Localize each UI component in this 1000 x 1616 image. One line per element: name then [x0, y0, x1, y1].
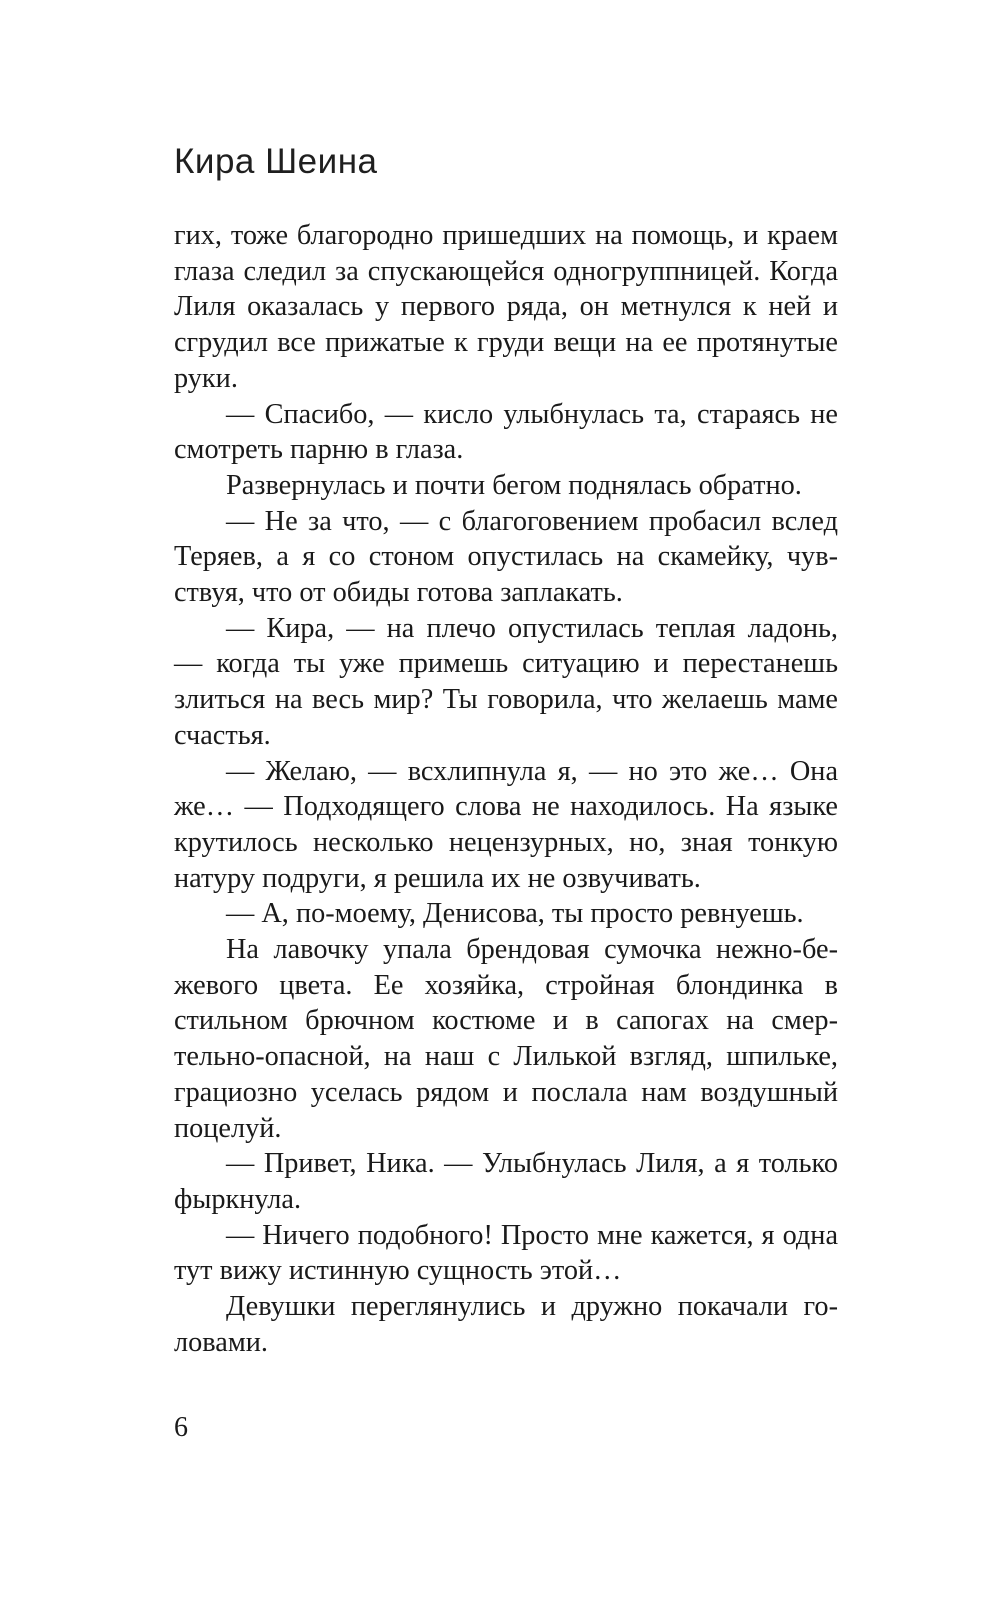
body-text: [174, 218, 838, 1361]
paragraph: Девушки переглянулись и дружно покачали головами.: [174, 1291, 838, 1358]
paragraph: — Спасибо, — кисло улыбнулась та, стараясь не смотреть парню в глаза.: [174, 398, 838, 466]
paragraph: гих, тоже благородно пришедших на помощь, и краем глаза следил за спускающейся одногруппницей. Когда Лиля оказалась у первого ряда, он метнулся к ней и сгрудил все прижатые к груди вещи на ее протянутые руки.: [174, 220, 838, 394]
paragraph: — А, по-моему, Денисова, ты просто ревнуешь.: [226, 898, 804, 930]
paragraph: — Ничего подобного! Просто мне кажется, я одна тут вижу истинную сущность этой…: [174, 1219, 838, 1287]
paragraph: — Не за что, — с благоговением пробасил вслед Теряев, а я со стоном опустилась на скамейку, чувствуя, что от обиды готова заплакать.: [174, 505, 838, 609]
paragraph: — Желаю, — всхлипнула я, — но это же… Она же… — Подходящего слова не находилось. На языке крутилось несколько нецензурных, но, зная тонкую натуру подруги, я решила их не озвучивать.: [174, 755, 838, 894]
paragraph: — Привет, Ника. — Улыбнулась Лиля, а я только фыркнула.: [174, 1148, 838, 1215]
paragraph: — Кира, — на плечо опустилась теплая ладонь, — когда ты уже примешь ситуацию и перестанешь злиться на весь мир? Ты говорила, что желаешь маме счастья.: [174, 612, 838, 751]
paragraph: На лавочку упала брендовая сумочка нежно-бежевого цвета. Ее хозяйка, стройная блондинка в стильном брючном костюме и в сапогах на смертельно-опасной, на наш с Лилькой взгляд, шпильке, грациозно уселась рядом и послала нам воздушный поцелуй.: [174, 934, 838, 1144]
running-head: Кира Шеина: [174, 142, 378, 181]
page-number: 6: [174, 1412, 188, 1443]
paragraph: Развернулась и почти бегом поднялась обратно.: [226, 469, 802, 501]
